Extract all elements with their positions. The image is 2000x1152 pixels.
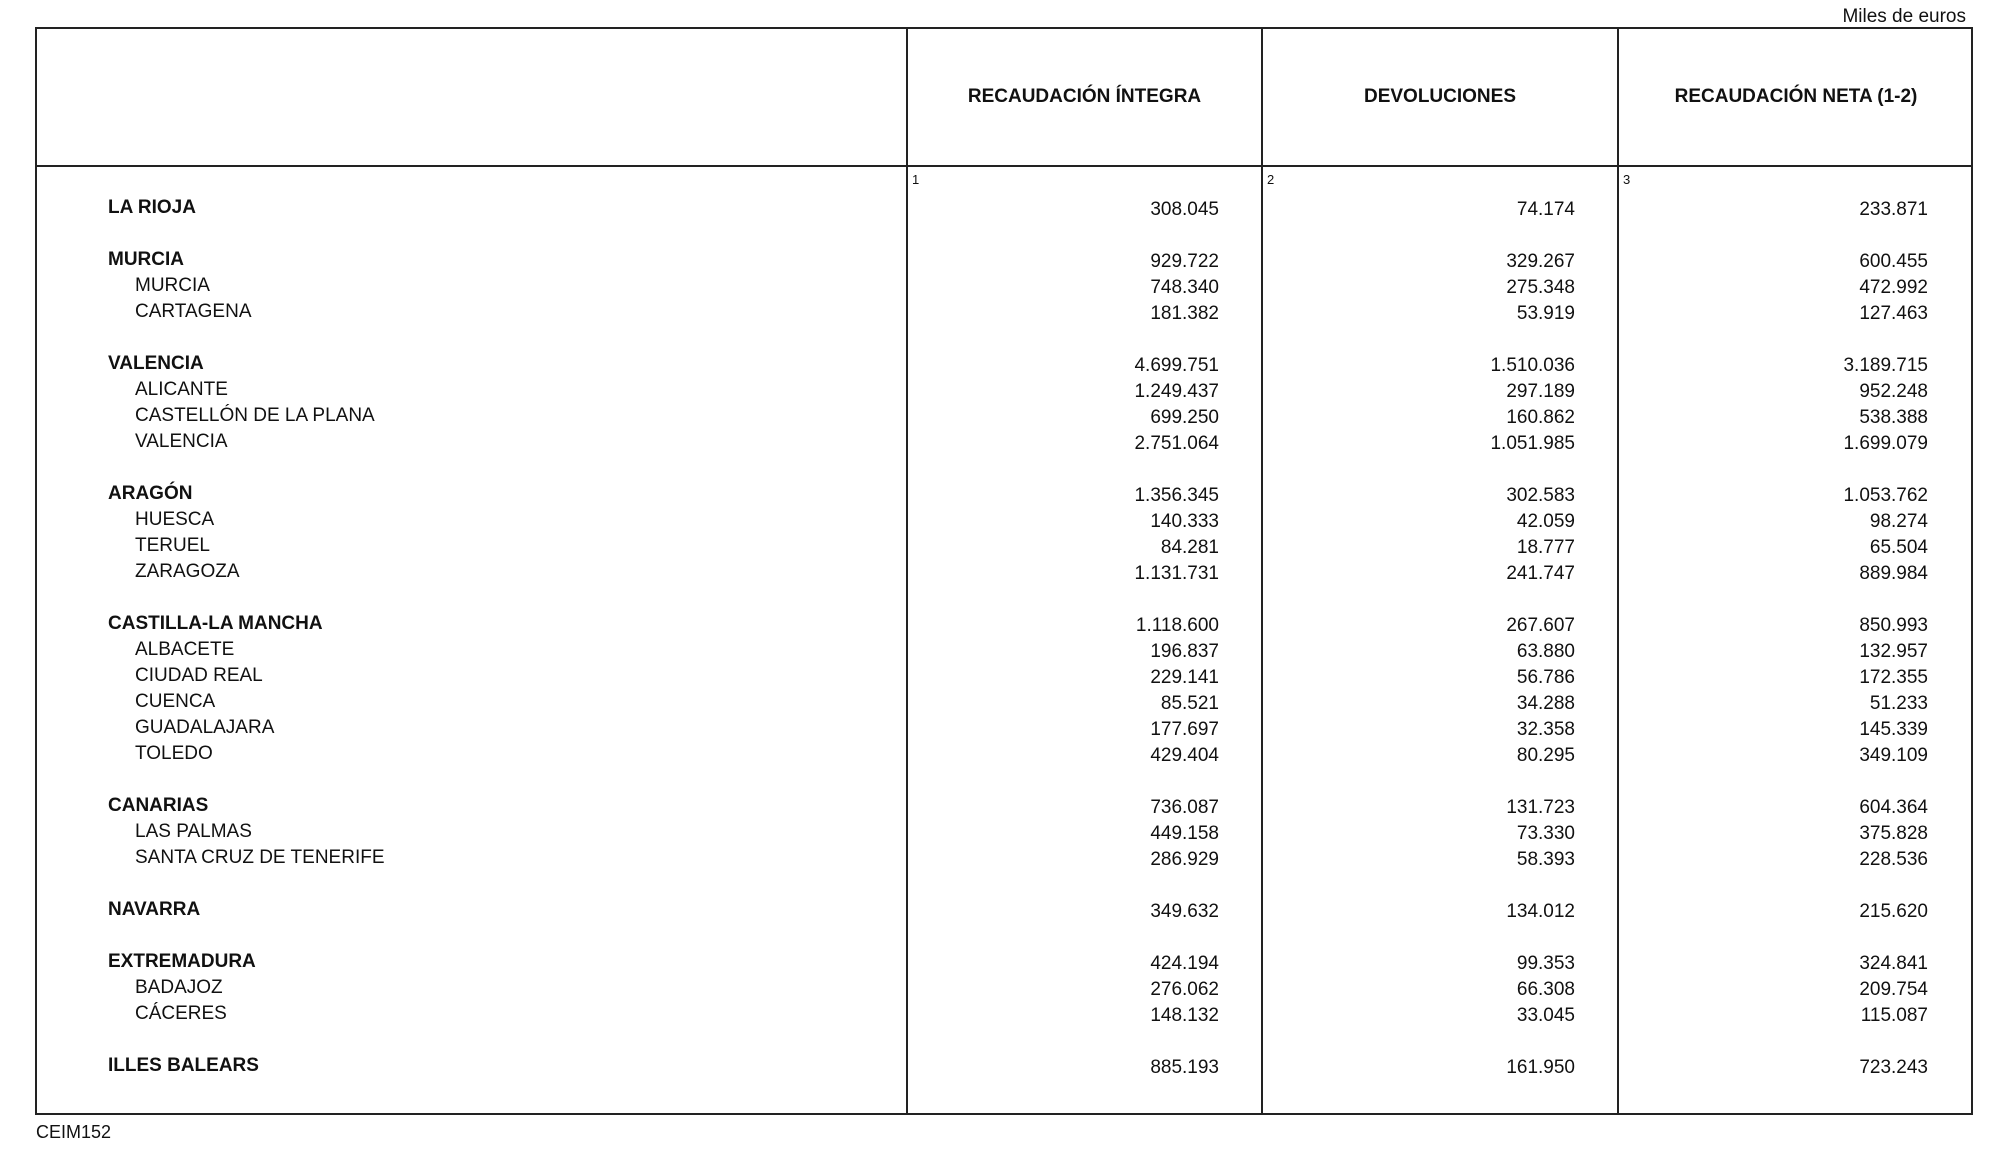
table-row-province bbox=[37, 403, 1971, 429]
table-row-group bbox=[37, 481, 1971, 507]
value-recaudacion-integra: 349.632 bbox=[1150, 901, 1219, 922]
value-recaudacion-integra: 177.697 bbox=[1150, 719, 1219, 740]
value-recaudacion-neta: 228.536 bbox=[1859, 849, 1928, 870]
row-spacer bbox=[37, 923, 1971, 949]
value-recaudacion-integra: 699.250 bbox=[1150, 407, 1219, 428]
value-recaudacion-integra: 181.382 bbox=[1150, 303, 1219, 324]
table-row-province bbox=[37, 507, 1971, 533]
value-recaudacion-neta: 215.620 bbox=[1859, 901, 1928, 922]
table-row-province bbox=[37, 637, 1971, 663]
row-label: VALENCIA bbox=[108, 353, 204, 374]
value-recaudacion-neta: 132.957 bbox=[1859, 641, 1928, 662]
value-devoluciones: 53.919 bbox=[1516, 303, 1575, 324]
column-header-recaudacion-integra: RECAUDACIÓN ÍNTEGRA bbox=[967, 86, 1202, 107]
column-number: 3 bbox=[1623, 172, 1631, 187]
table-row-province bbox=[37, 559, 1971, 585]
value-recaudacion-neta: 209.754 bbox=[1859, 979, 1928, 1000]
row-spacer bbox=[37, 585, 1971, 611]
row-label: EXTREMADURA bbox=[108, 951, 256, 972]
value-recaudacion-integra: 276.062 bbox=[1150, 979, 1219, 1000]
value-recaudacion-neta: 127.463 bbox=[1859, 303, 1928, 324]
value-recaudacion-neta: 233.871 bbox=[1859, 199, 1928, 220]
row-spacer bbox=[37, 455, 1971, 481]
row-label: CIUDAD REAL bbox=[135, 665, 263, 686]
header-divider bbox=[37, 165, 1971, 167]
value-devoluciones: 34.288 bbox=[1516, 693, 1575, 714]
value-recaudacion-integra: 196.837 bbox=[1150, 641, 1219, 662]
value-devoluciones: 134.012 bbox=[1506, 901, 1575, 922]
value-devoluciones: 241.747 bbox=[1506, 563, 1575, 584]
value-devoluciones: 66.308 bbox=[1516, 979, 1575, 1000]
value-recaudacion-integra: 2.751.064 bbox=[1134, 433, 1219, 454]
value-recaudacion-integra: 429.404 bbox=[1150, 745, 1219, 766]
row-label: LAS PALMAS bbox=[135, 821, 252, 842]
value-devoluciones: 74.174 bbox=[1516, 199, 1575, 220]
row-label: SANTA CRUZ DE TENERIFE bbox=[135, 847, 385, 868]
table-row-province bbox=[37, 845, 1971, 871]
value-recaudacion-neta: 3.189.715 bbox=[1843, 355, 1928, 376]
row-label: CÁCERES bbox=[135, 1003, 227, 1024]
value-devoluciones: 80.295 bbox=[1516, 745, 1575, 766]
value-recaudacion-integra: 308.045 bbox=[1150, 199, 1219, 220]
row-label: TERUEL bbox=[135, 535, 210, 556]
value-recaudacion-integra: 140.333 bbox=[1150, 511, 1219, 532]
table-row-province bbox=[37, 715, 1971, 741]
value-recaudacion-neta: 600.455 bbox=[1859, 251, 1928, 272]
table-row-group bbox=[37, 247, 1971, 273]
value-recaudacion-integra: 748.340 bbox=[1150, 277, 1219, 298]
value-devoluciones: 161.950 bbox=[1506, 1057, 1575, 1078]
table-row-province bbox=[37, 429, 1971, 455]
row-label: CASTILLA-LA MANCHA bbox=[108, 613, 323, 634]
units-label: Miles de euros bbox=[1842, 6, 1966, 27]
value-devoluciones: 63.880 bbox=[1516, 641, 1575, 662]
row-label: MURCIA bbox=[108, 249, 184, 270]
table-row-province bbox=[37, 741, 1971, 767]
value-devoluciones: 1.051.985 bbox=[1490, 433, 1575, 454]
value-devoluciones: 1.510.036 bbox=[1490, 355, 1575, 376]
value-recaudacion-neta: 172.355 bbox=[1859, 667, 1928, 688]
value-recaudacion-integra: 929.722 bbox=[1150, 251, 1219, 272]
table-row-province bbox=[37, 377, 1971, 403]
table-row-province bbox=[37, 273, 1971, 299]
row-label: LA RIOJA bbox=[108, 197, 196, 218]
value-devoluciones: 58.393 bbox=[1516, 849, 1575, 870]
row-label: MURCIA bbox=[135, 275, 210, 296]
table-row-group bbox=[37, 949, 1971, 975]
row-label: CASTELLÓN DE LA PLANA bbox=[135, 405, 375, 426]
table-row-province bbox=[37, 689, 1971, 715]
row-label: CUENCA bbox=[135, 691, 216, 712]
table-row-province bbox=[37, 299, 1971, 325]
value-recaudacion-neta: 1.699.079 bbox=[1843, 433, 1928, 454]
value-devoluciones: 329.267 bbox=[1506, 251, 1575, 272]
table-row-province bbox=[37, 975, 1971, 1001]
value-recaudacion-integra: 85.521 bbox=[1160, 693, 1219, 714]
table-row-group bbox=[37, 1053, 1971, 1079]
value-devoluciones: 131.723 bbox=[1506, 797, 1575, 818]
row-spacer bbox=[37, 1027, 1971, 1053]
value-recaudacion-integra: 1.356.345 bbox=[1134, 485, 1219, 506]
value-devoluciones: 32.358 bbox=[1516, 719, 1575, 740]
value-devoluciones: 302.583 bbox=[1506, 485, 1575, 506]
value-recaudacion-integra: 148.132 bbox=[1150, 1005, 1219, 1026]
row-label: NAVARRA bbox=[108, 899, 201, 920]
value-devoluciones: 56.786 bbox=[1516, 667, 1575, 688]
row-label: ARAGÓN bbox=[108, 483, 193, 504]
value-recaudacion-neta: 472.992 bbox=[1859, 277, 1928, 298]
value-devoluciones: 160.862 bbox=[1506, 407, 1575, 428]
row-label: ALBACETE bbox=[135, 639, 235, 660]
value-recaudacion-integra: 1.118.600 bbox=[1135, 615, 1219, 636]
row-label: HUESCA bbox=[135, 509, 215, 530]
value-devoluciones: 297.189 bbox=[1506, 381, 1575, 402]
row-label: ALICANTE bbox=[135, 379, 228, 400]
row-label: CANARIAS bbox=[108, 795, 209, 816]
value-recaudacion-integra: 736.087 bbox=[1150, 797, 1219, 818]
value-recaudacion-neta: 889.984 bbox=[1859, 563, 1928, 584]
value-recaudacion-neta: 65.504 bbox=[1869, 537, 1928, 558]
table-row-group bbox=[37, 611, 1971, 637]
table-row-province bbox=[37, 819, 1971, 845]
value-recaudacion-neta: 115.087 bbox=[1860, 1005, 1928, 1026]
value-recaudacion-neta: 538.388 bbox=[1859, 407, 1928, 428]
value-recaudacion-integra: 1.131.731 bbox=[1134, 563, 1219, 584]
value-recaudacion-neta: 98.274 bbox=[1869, 511, 1928, 532]
table-row-group bbox=[37, 195, 1971, 221]
value-recaudacion-integra: 424.194 bbox=[1150, 953, 1219, 974]
value-recaudacion-integra: 4.699.751 bbox=[1134, 355, 1219, 376]
value-recaudacion-neta: 375.828 bbox=[1859, 823, 1928, 844]
value-recaudacion-neta: 324.841 bbox=[1859, 953, 1928, 974]
value-recaudacion-integra: 84.281 bbox=[1160, 537, 1219, 558]
value-recaudacion-neta: 952.248 bbox=[1859, 381, 1928, 402]
row-spacer bbox=[37, 325, 1971, 351]
row-label: CARTAGENA bbox=[135, 301, 252, 322]
row-label: VALENCIA bbox=[135, 431, 228, 452]
value-devoluciones: 275.348 bbox=[1506, 277, 1575, 298]
value-recaudacion-integra: 449.158 bbox=[1150, 823, 1219, 844]
value-devoluciones: 18.777 bbox=[1516, 537, 1575, 558]
row-spacer bbox=[37, 767, 1971, 793]
column-number: 2 bbox=[1267, 172, 1275, 187]
footer-code: CEIM152 bbox=[36, 1122, 112, 1142]
value-devoluciones: 42.059 bbox=[1516, 511, 1575, 532]
value-recaudacion-integra: 229.141 bbox=[1150, 667, 1219, 688]
row-spacer bbox=[37, 221, 1971, 247]
table-row-province bbox=[37, 1001, 1971, 1027]
table-row-province bbox=[37, 533, 1971, 559]
value-recaudacion-neta: 145.339 bbox=[1859, 719, 1928, 740]
data-table bbox=[35, 27, 1973, 1115]
value-devoluciones: 33.045 bbox=[1516, 1005, 1575, 1026]
value-recaudacion-neta: 1.053.762 bbox=[1843, 485, 1928, 506]
column-header-recaudacion-neta: RECAUDACIÓN NETA (1-2) bbox=[1674, 86, 1918, 107]
column-header-devoluciones: DEVOLUCIONES bbox=[1363, 86, 1517, 107]
value-recaudacion-integra: 286.929 bbox=[1150, 849, 1219, 870]
row-label: TOLEDO bbox=[135, 743, 213, 764]
row-label: BADAJOZ bbox=[135, 977, 223, 998]
value-recaudacion-neta: 604.364 bbox=[1859, 797, 1928, 818]
row-spacer bbox=[37, 871, 1971, 897]
value-recaudacion-neta: 51.233 bbox=[1869, 693, 1928, 714]
value-devoluciones: 73.330 bbox=[1516, 823, 1575, 844]
table-row-province bbox=[37, 663, 1971, 689]
value-recaudacion-neta: 349.109 bbox=[1859, 745, 1928, 766]
table-row-group bbox=[37, 897, 1971, 923]
value-devoluciones: 99.353 bbox=[1516, 953, 1575, 974]
table-body bbox=[37, 195, 1971, 1079]
value-recaudacion-integra: 885.193 bbox=[1150, 1057, 1219, 1078]
value-recaudacion-neta: 723.243 bbox=[1859, 1057, 1928, 1078]
table-row-group bbox=[37, 793, 1971, 819]
value-recaudacion-integra: 1.249.437 bbox=[1134, 381, 1219, 402]
value-recaudacion-neta: 850.993 bbox=[1859, 615, 1928, 636]
column-number: 1 bbox=[912, 172, 920, 187]
row-label: ZARAGOZA bbox=[135, 561, 240, 582]
value-devoluciones: 267.607 bbox=[1506, 615, 1575, 636]
table-row-group bbox=[37, 351, 1971, 377]
row-label: ILLES BALEARS bbox=[108, 1055, 259, 1076]
row-label: GUADALAJARA bbox=[135, 717, 275, 738]
